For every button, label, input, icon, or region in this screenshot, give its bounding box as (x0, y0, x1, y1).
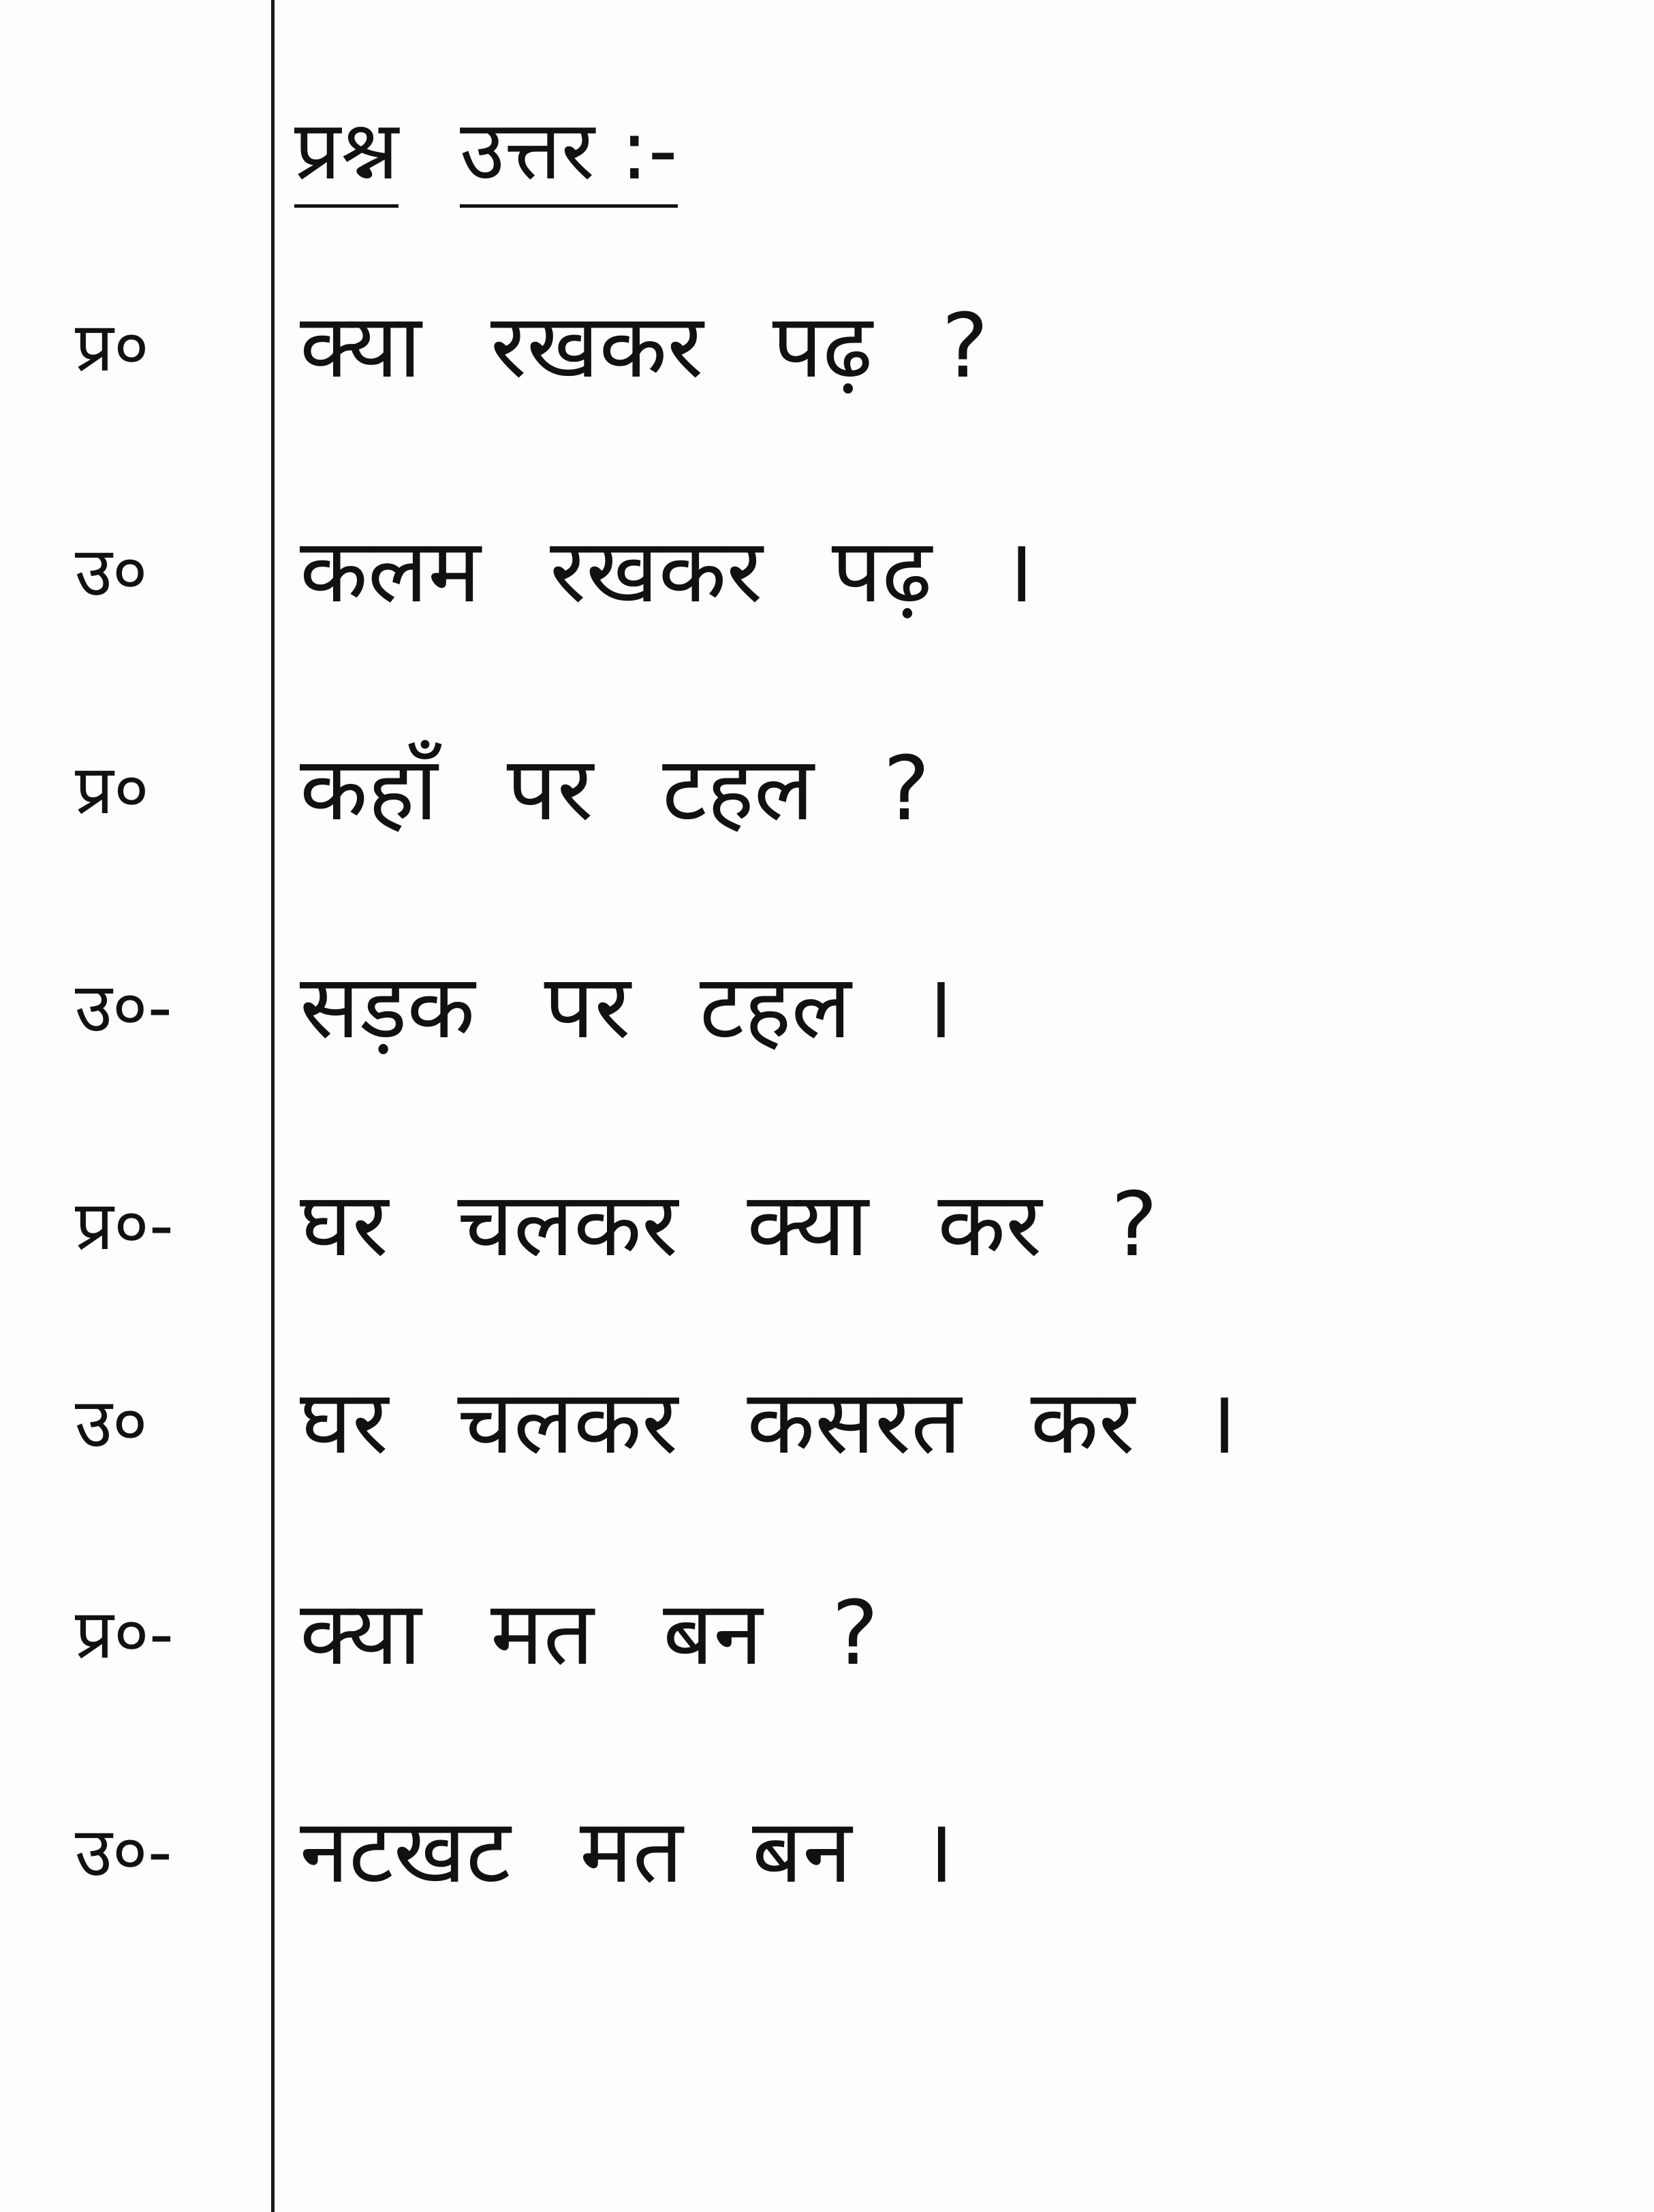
line-text: कहाँ पर टहल ? (300, 737, 931, 840)
line-marker: उ०- (75, 1812, 172, 1892)
qa-line (0, 1784, 1654, 1921)
line-text: क्या रखकर पढ़ ? (300, 294, 989, 398)
qa-line (0, 1566, 1654, 1703)
line-text: नटखट मत बन । (300, 1799, 954, 1903)
qa-line (0, 504, 1654, 640)
line-marker: प्र०- (75, 1594, 174, 1674)
line-marker: उ० (75, 532, 148, 612)
line-text: घर चलकर कसरत कर । (300, 1370, 1238, 1474)
line-marker: प्र०- (75, 1186, 174, 1265)
line-text: घर चलकर क्या कर ? (300, 1173, 1158, 1276)
worksheet-heading (294, 102, 678, 208)
heading-word-answer: उत्तर :- (460, 102, 678, 208)
qa-line (0, 940, 1654, 1076)
qa-line (0, 1158, 1654, 1294)
qa-line (0, 1355, 1654, 1491)
line-marker: प्र० (75, 307, 149, 387)
line-marker: प्र० (75, 750, 149, 830)
qa-line (0, 722, 1654, 858)
line-marker: उ०- (75, 968, 172, 1047)
line-text: कलम रखकर पढ़ । (300, 519, 1035, 622)
line-marker: उ० (75, 1383, 148, 1463)
heading-word-question: प्रश्न (294, 102, 399, 208)
line-text: क्या मत बन ? (300, 1581, 879, 1685)
qa-line (0, 279, 1654, 415)
line-text: सड़क पर टहल । (300, 955, 954, 1058)
